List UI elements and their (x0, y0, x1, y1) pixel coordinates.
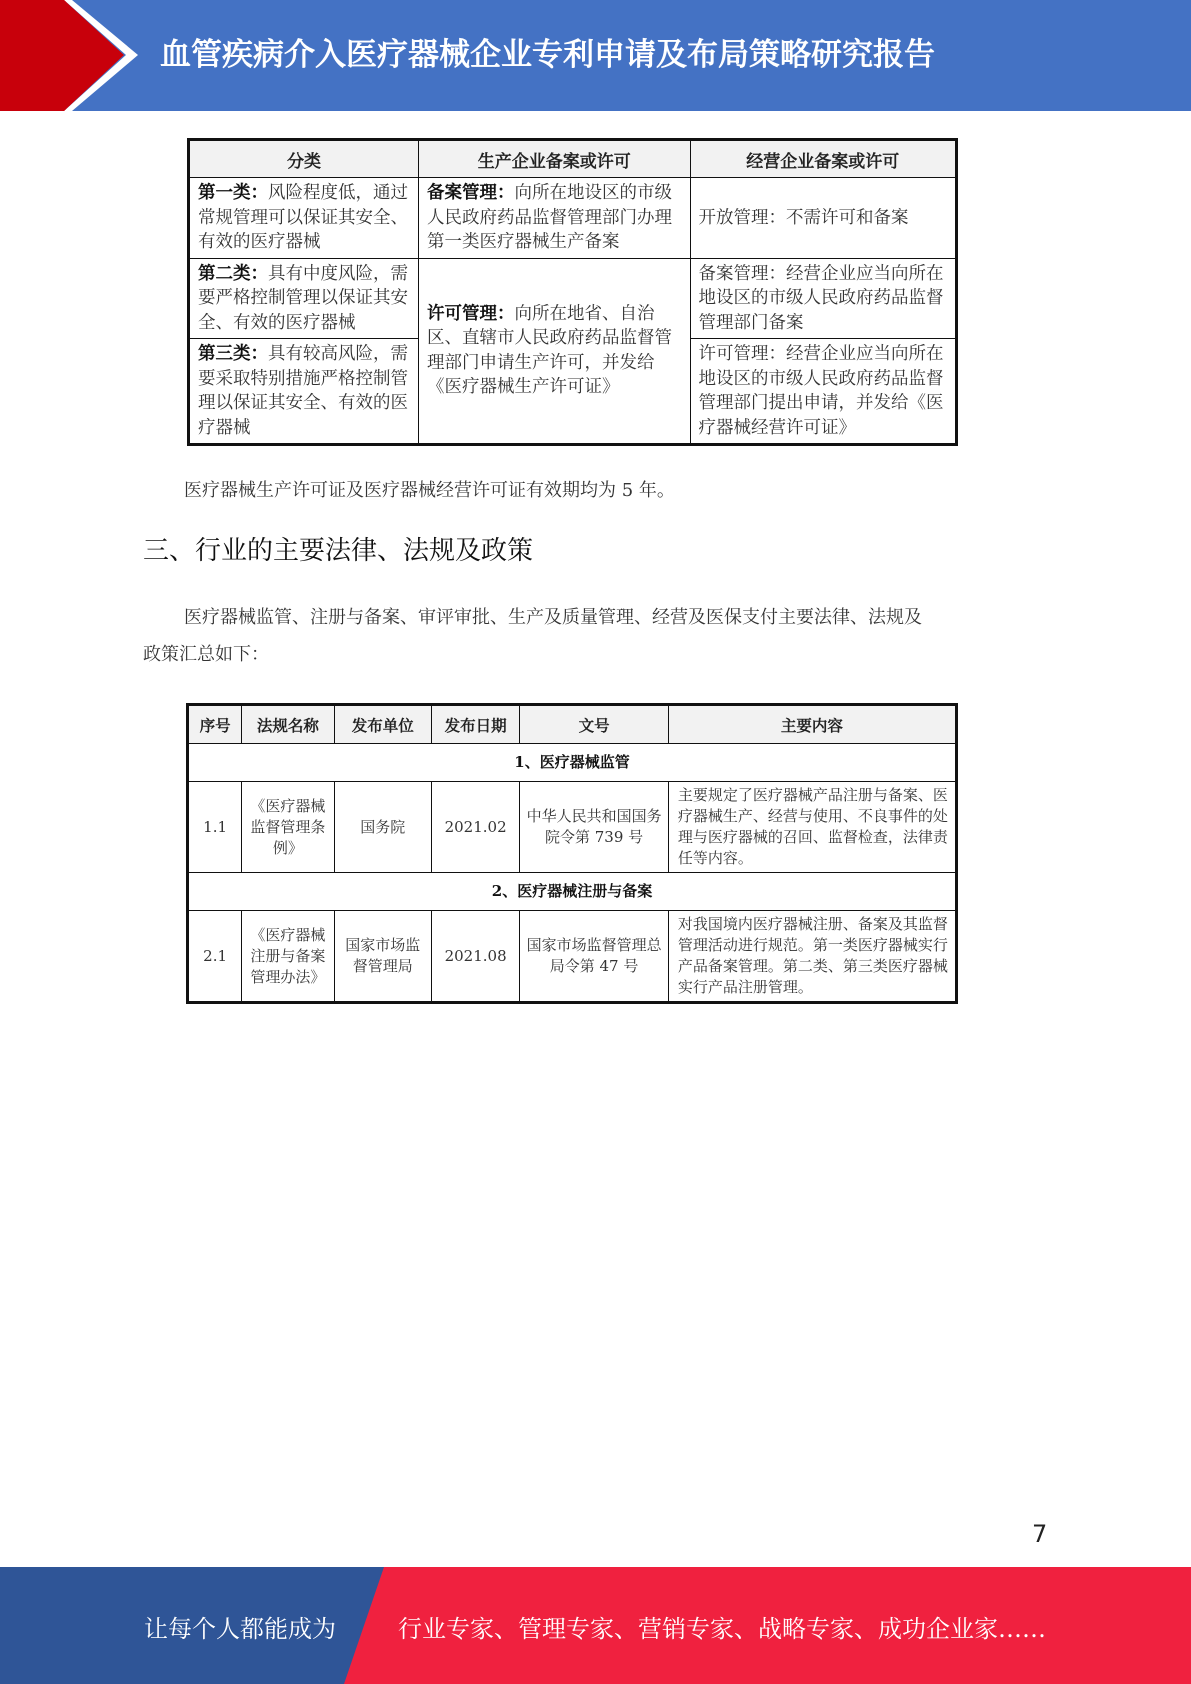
intro-paragraph-line1: 医疗器械监管、注册与备案、审评审批、生产及质量管理、经营及医保支付主要法律、法规及 (184, 607, 922, 628)
col-header: 生产企业备案或许可 (418, 140, 690, 178)
section-row (188, 744, 957, 782)
table-header-row (188, 705, 957, 744)
regulation-name: 《医疗器械监督管理条例》 (242, 782, 334, 873)
row-number: 1.1 (188, 782, 242, 873)
table-row (189, 178, 957, 259)
document-number: 中华人民共和国国务院令第 739 号 (520, 782, 669, 873)
col-header: 分类 (189, 140, 419, 178)
issuer: 国务院 (334, 782, 431, 873)
operation-cell: 许可管理：经营企业应当向所在地设区的市级人民政府药品监督管理部门提出申请，并发给《医疗器械经营许可证》 (690, 339, 956, 445)
validity-paragraph: 医疗器械生产许可证及医疗器械经营许可证有效期均为 5 年。 (184, 480, 675, 501)
operation-cell: 备案管理：经营企业应当向所在地设区的市级人民政府药品监督管理部门备案 (690, 258, 956, 339)
document-number: 国家市场监督管理总局令第 47 号 (520, 911, 669, 1003)
page-header (0, 0, 1191, 111)
regulations-table (186, 703, 958, 1004)
col-header: 文号 (520, 705, 669, 744)
col-header: 法规名称 (242, 705, 334, 744)
production-cell: 备案管理：向所在地设区的市级人民政府药品监督管理部门办理第一类医疗器械生产备案 (418, 178, 690, 259)
table-row (188, 782, 957, 873)
col-header: 发布单位 (334, 705, 431, 744)
header-red-block (0, 0, 66, 111)
row-number: 2.1 (188, 911, 242, 1003)
page-footer (0, 1567, 1191, 1684)
class-cell: 第二类：具有中度风险，需要严格控制管理以保证其安全、有效的医疗器械 (189, 258, 419, 339)
table-row (188, 911, 957, 1003)
section-row (188, 873, 957, 911)
col-header: 经营企业备案或许可 (690, 140, 956, 178)
class-cell: 第三类：具有较高风险，需要采取特别措施严格控制管理以保证其安全、有效的医疗器械 (189, 339, 419, 445)
col-header: 发布日期 (431, 705, 519, 744)
main-content: 对我国境内医疗器械注册、备案及其监督管理活动进行规范。第一类医疗器械实行产品备案管理。第二类、第三类医疗器械实行产品注册管理。 (668, 911, 956, 1003)
main-content: 主要规定了医疗器械产品注册与备案、医疗器械生产、经营与使用、不良事件的处理与医疗器械的召回、监督检查，法律责任等内容。 (668, 782, 956, 873)
issue-date: 2021.08 (431, 911, 519, 1003)
col-header: 序号 (188, 705, 242, 744)
issue-date: 2021.02 (431, 782, 519, 873)
page-number: 7 (1032, 1520, 1048, 1548)
footer-slogan-right: 行业专家、管理专家、营销专家、战略专家、成功企业家…… (398, 1615, 1046, 1643)
table-row (189, 258, 957, 339)
operation-cell: 开放管理：不需许可和备案 (690, 178, 956, 259)
section-title: 1、医疗器械监管 (188, 744, 957, 782)
class-cell: 第一类：风险程度低，通过常规管理可以保证其安全、有效的医疗器械 (189, 178, 419, 259)
table-header-row (189, 140, 957, 178)
issuer: 国家市场监督管理局 (334, 911, 431, 1003)
col-header: 主要内容 (668, 705, 956, 744)
regulation-name: 《医疗器械注册与备案管理办法》 (242, 911, 334, 1003)
section-heading: 三、行业的主要法律、法规及政策 (143, 536, 534, 566)
report-title: 血管疾病介入医疗器械企业专利申请及布局策略研究报告 (160, 37, 935, 73)
intro-paragraph-line2: 政策汇总如下： (143, 644, 269, 665)
section-title: 2、医疗器械注册与备案 (188, 873, 957, 911)
classification-table (187, 138, 958, 446)
footer-slogan-left: 让每个人都能成为 (144, 1615, 336, 1643)
header-chevron-icon (64, 0, 154, 111)
production-cell: 许可管理：向所在地省、自治区、直辖市人民政府药品监督管理部门申请生产许可，并发给《医疗器械生产许可证》 (418, 258, 690, 445)
